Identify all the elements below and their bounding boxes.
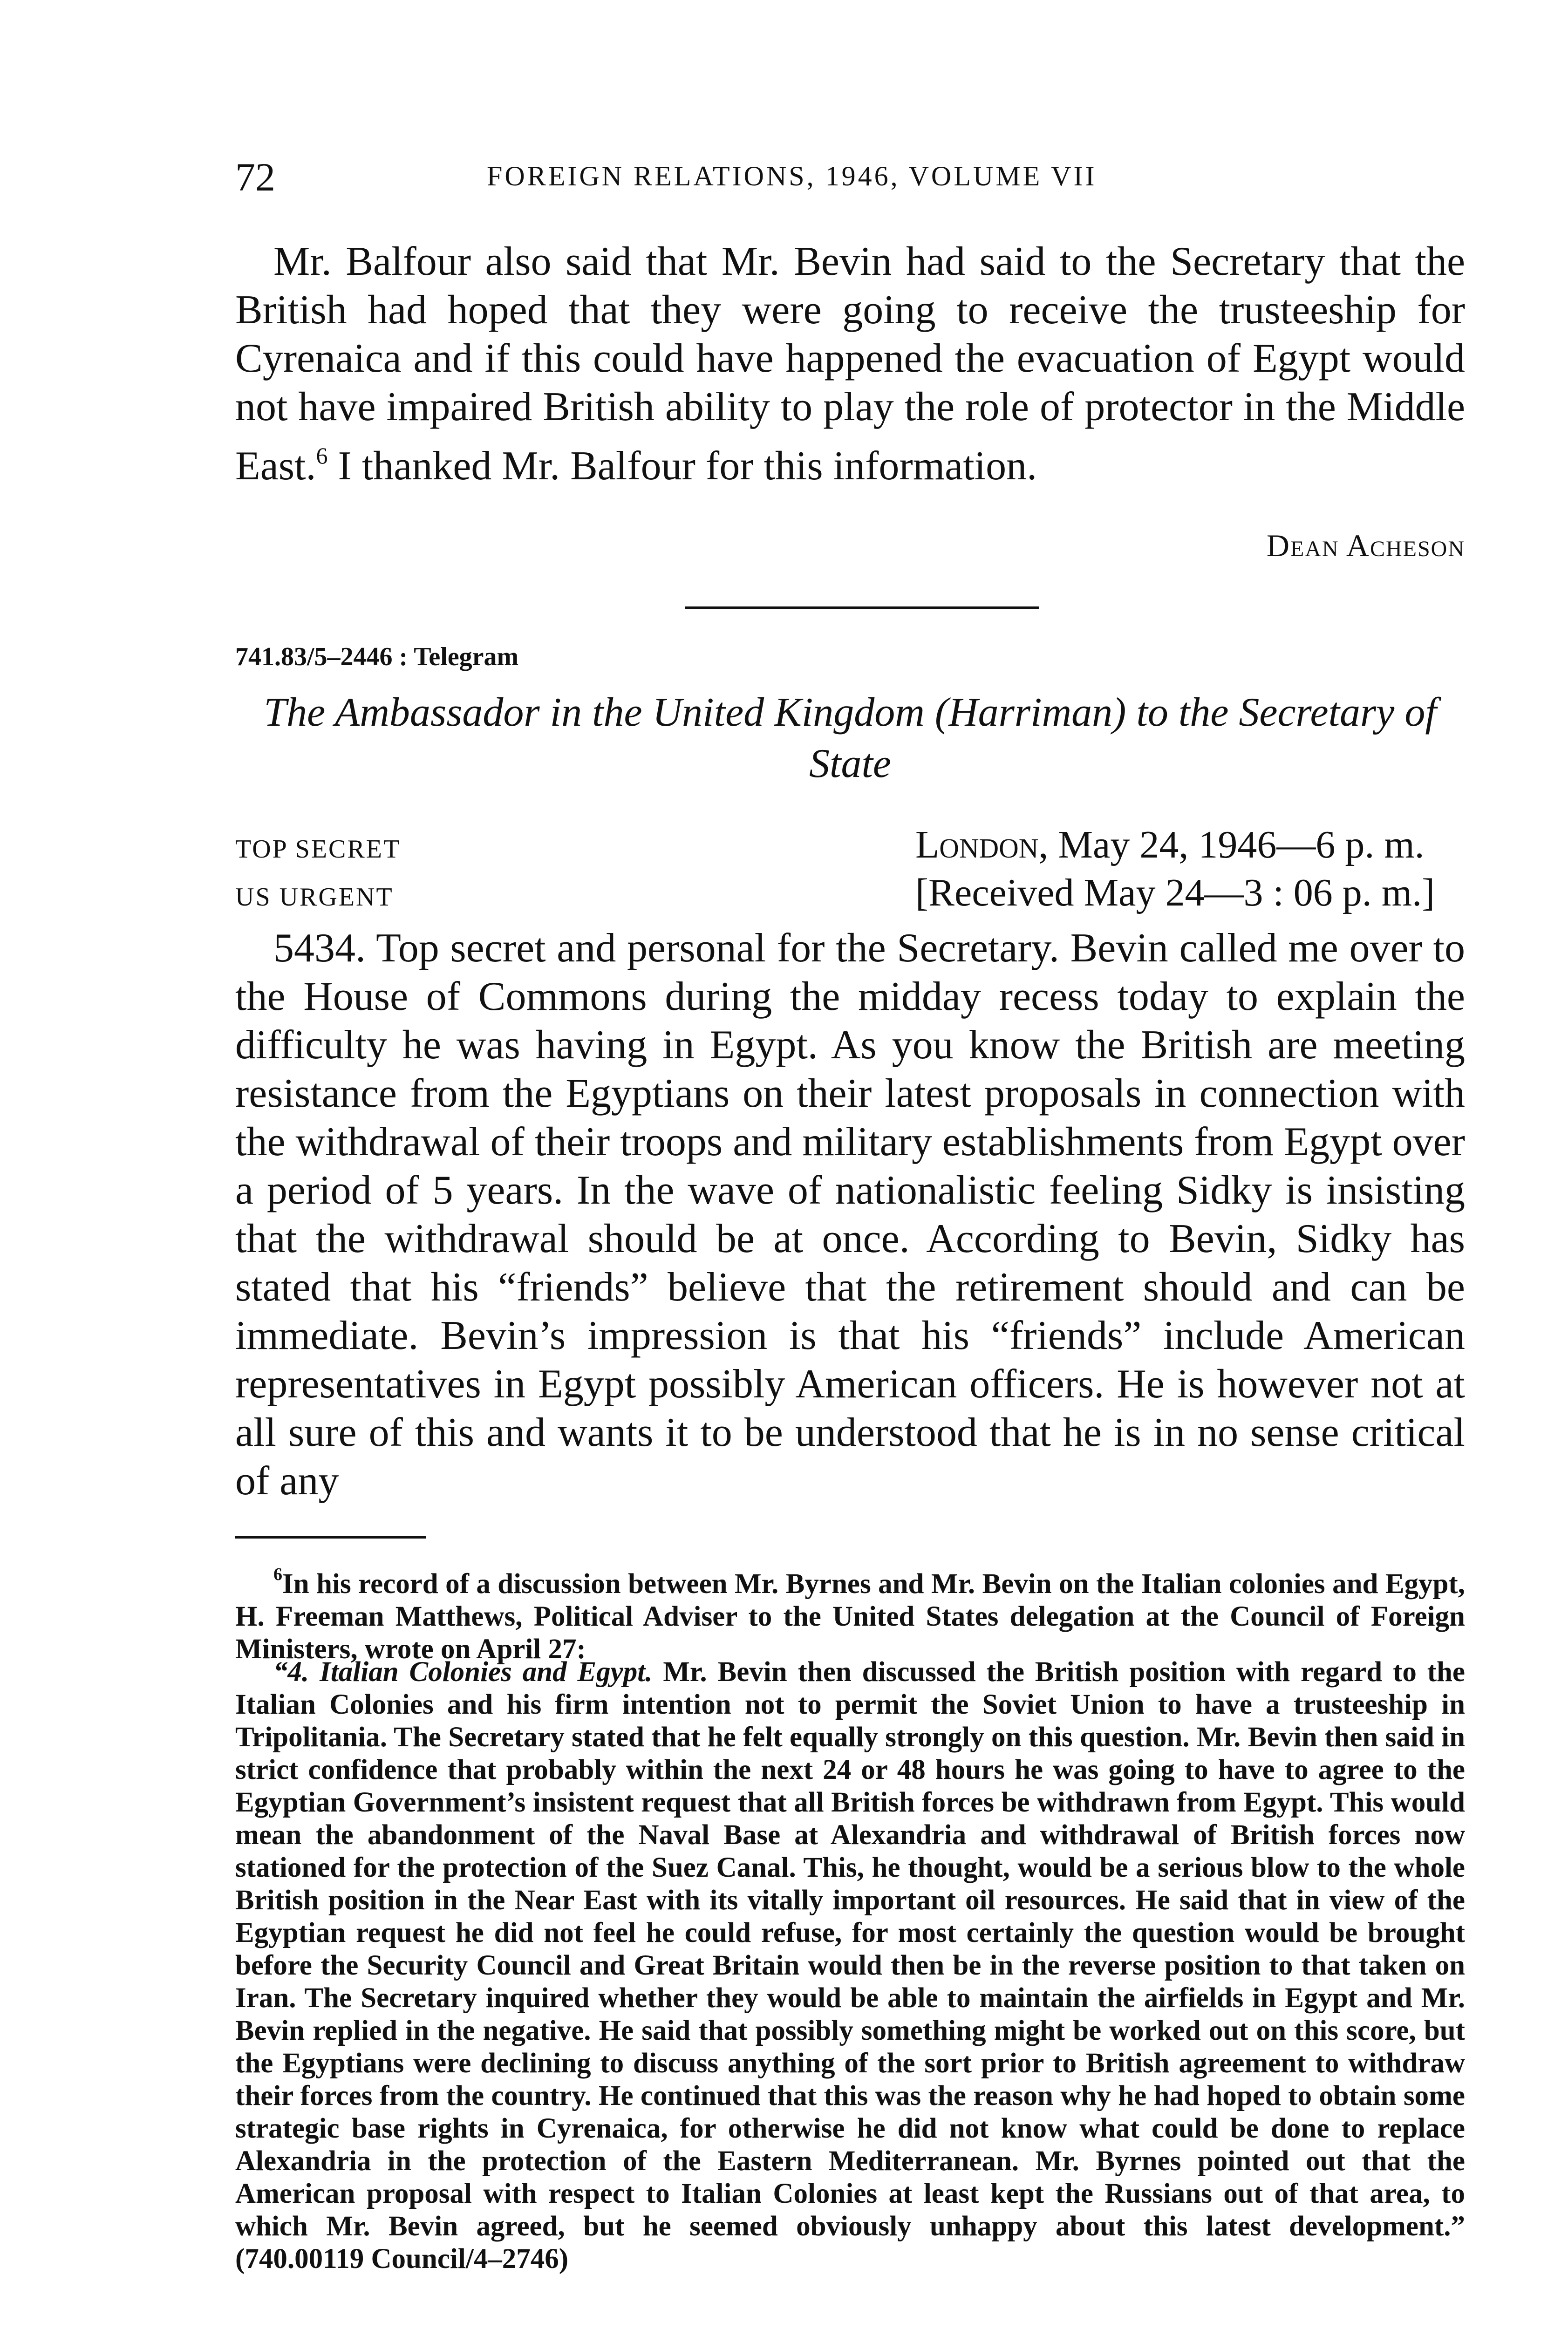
footnote-quote-body: Mr. Bevin then discussed the British position with regard to the Italian Colonies and his firm intention not to permit the Soviet Union to have a trusteeship in Tripolitania. The Secretary stated that he felt equally strongly on this question. Mr. Bevin then said in strict confidence that probably within the next 24 or 48 hours he was going to have to agree to the Egyptian Government’s insistent request that all British forces be withdrawn from Egypt. This would mean the abandonment of the Naval Base at Alexandria and withdrawal of British forces now stationed for the protection of the Suez Canal. This, he thought, would be a serious blow to the whole British position in the Near East with its vitally important oil resources. He said that in view of the Egyptian request he did not feel he could refuse, for most certainly the question would be brought before the Security Council and Great Britain would then be in the reverse position to that taken on Iran. The Secretary inquired whether they would be able to maintain the airfields in Egypt and Mr. Bevin replied in the negative. He said that possibly something might be worked out on this score, but the Egyptians were declining to discuss anything of the sort prior to British agreement to withdraw their forces from the country. He continued that this was the reason why he had hoped to obtain some strategic base rights in Cyrenaica, for otherwise he did not know what could be done to replace Alexandria in the protection of the Eastern Mediterranean. Mr. Byrnes pointed out that the American proposal with respect to Italian Colonies at least kept the Russians out of that area, to which Mr. Bevin agreed, but he seemed obviously unhappy about this latest development.” (740.00119 Council/4–2746): [235, 1656, 1466, 2275]
page-header: [235, 154, 1465, 210]
running-head: FOREIGN RELATIONS, 1946, VOLUME VII: [487, 161, 1097, 191]
classification-row-2: [235, 870, 1465, 921]
classification-row-1: [235, 822, 1465, 873]
intro-text-end: I thanked Mr. Balfour for this information.: [327, 443, 1037, 489]
footnote-divider: [235, 1536, 426, 1539]
file-reference: 741.83/5–2446 : Telegram: [235, 642, 519, 671]
intro-text: Mr. Balfour also said that Mr. Bevin had said to the Secretary that the British had hoped that they were going to receive the trusteeship for Cyrenaica and if this could have happened the evacuation of Egypt would not have impaired British ability to play the role of protector in the Middle East.: [235, 239, 1465, 489]
footnote-quote-heading: “4. Italian Colonies and Egypt.: [273, 1656, 653, 1688]
signature: Dean Acheson: [1266, 528, 1465, 563]
footnote-intro-text: In his record of a discussion between Mr. Byrnes and Mr. Bevin on the Italian colonies and Egypt, H. Freeman Matthews, Political Adviser to the United States delegation at the Council of Foreign Ministers, wrote on April 27:: [235, 1568, 1465, 1665]
page-number: 72: [235, 155, 275, 199]
footnote-reference: 6: [316, 443, 328, 469]
footnote-marker: 6: [273, 1565, 282, 1584]
classification-top-secret: TOP SECRET: [235, 835, 401, 864]
telegram-body: 5434. Top secret and personal for the Secretary. Bevin called me over to the House of Commons during the midday recess today to explain the difficulty he was having in Egypt. As you know the British are meeting resistance from the Egyptians on their latest proposals in connection with the withdrawal of their troops and military establishments from Egypt over a period of 5 years. In the wave of nationalistic feeling Sidky is insisting that the withdrawal should be at once. According to Bevin, Sidky has stated that his “friends” believe that the retirement should and can be immediate. Bevin’s impression is that his “friends” include American representatives in Egypt possibly American officers. He is however not at all sure of this and wants it to be understood that he is in no sense critical of any: [235, 926, 1465, 1504]
section-divider: [685, 606, 1039, 609]
dateline: [915, 822, 1425, 867]
dateline-date: , May 24, 1946—6 p. m.: [1038, 823, 1425, 866]
intro-paragraph: [235, 238, 1465, 490]
dateline-place: London: [915, 823, 1039, 866]
received-line: [Received May 24—3 : 06 p. m.]: [915, 871, 1435, 914]
footnote-intro: [235, 1558, 1465, 1666]
classification-us-urgent: US URGENT: [235, 883, 394, 912]
footnote-quote: [235, 1656, 1465, 2275]
document-title: The Ambassador in the United Kingdom (Harriman) to the Secretary of State: [264, 690, 1437, 786]
